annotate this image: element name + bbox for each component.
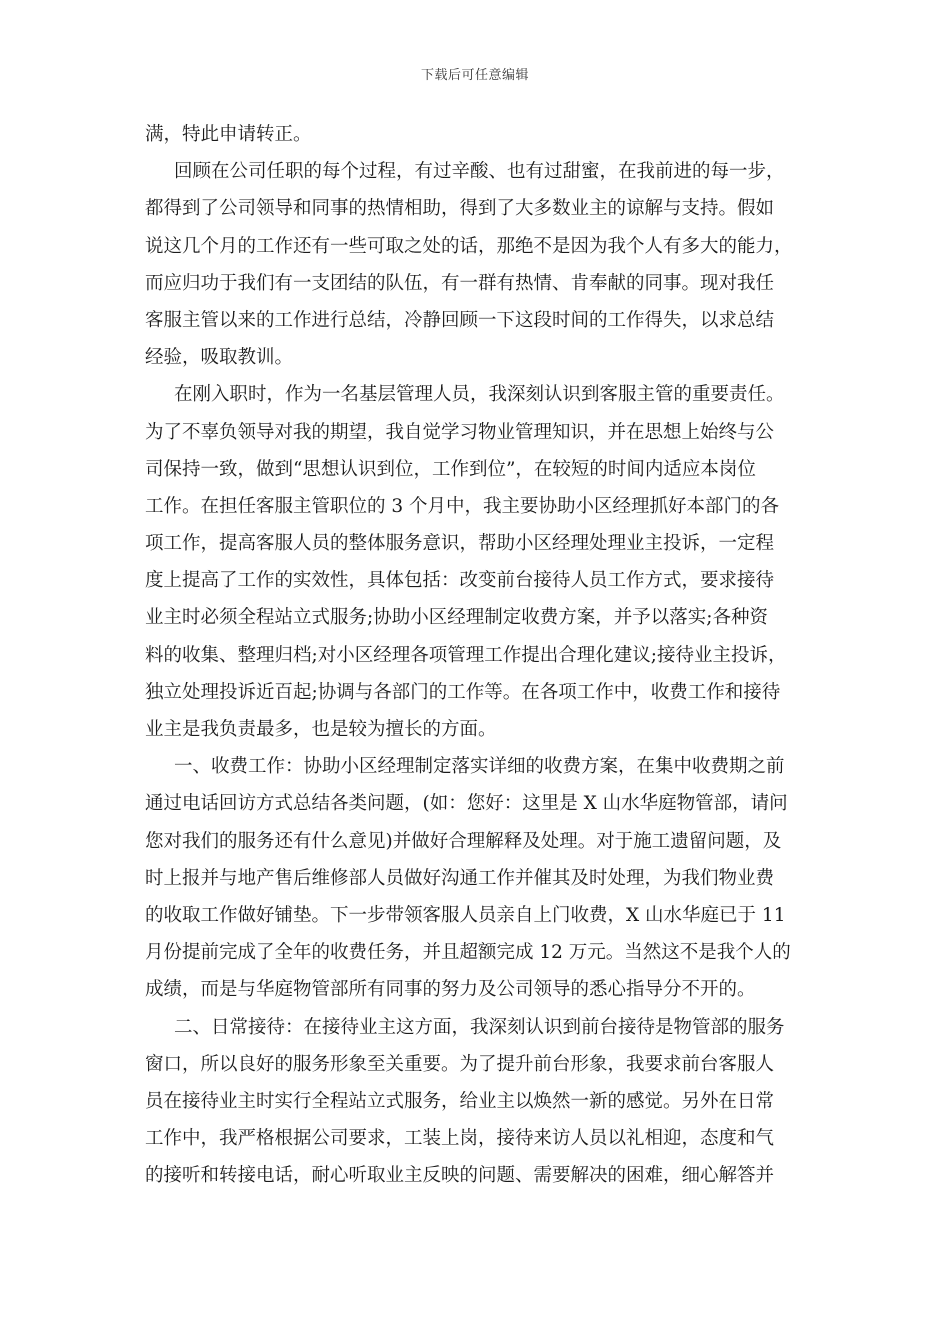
text-line: 工作。在担任客服主管职位的 3 个月中，我主要协助小区经理抓好本部门的各 bbox=[145, 495, 780, 517]
text-line: 说这几个月的工作还有一些可取之处的话，那绝不是因为我个人有多大的能力， bbox=[145, 235, 793, 257]
text-line: 时上报并与地产售后维修部人员做好沟通工作并催其及时处理，为我们物业费 bbox=[145, 867, 775, 889]
text-line: 回顾在公司任职的每个过程，有过辛酸、也有过甜蜜，在我前进的每一步， bbox=[174, 161, 785, 183]
text-line: 为了不辜负领导对我的期望，我自觉学习物业管理知识，并在思想上始终与公 bbox=[145, 421, 775, 443]
paragraph bbox=[145, 748, 820, 1008]
text-line: 经验，吸取教训。 bbox=[145, 347, 294, 369]
text-line: 业主是我负责最多，也是较为擅长的方面。 bbox=[145, 719, 497, 740]
text-line: 在刚入职时，作为一名基层管理人员，我深刻认识到客服主管的重要责任。 bbox=[174, 384, 785, 406]
text-line: 独立处理投诉近百起;协调与各部门的工作等。在各项工作中，收费工作和接待 bbox=[145, 681, 781, 703]
paragraph bbox=[145, 153, 820, 376]
paragraph bbox=[145, 376, 820, 748]
text-line: 满，特此申请转正。 bbox=[145, 124, 312, 145]
text-line: 而应归功于我们有一支团结的队伍，有一群有热情、肯奉献的同事。现对我任 bbox=[145, 272, 775, 294]
text-line: 工作中，我严格根据公司要求，工装上岗，接待来访人员以礼相迎，态度和气 bbox=[145, 1128, 775, 1150]
text-line: 都得到了公司领导和同事的热情相助，得到了大多数业主的谅解与支持。假如 bbox=[145, 198, 775, 220]
text-line: 二、日常接待：在接待业主这方面，我深刻认识到前台接待是物管部的服务 bbox=[174, 1016, 785, 1038]
text-line: 您对我们的服务还有什么意见)并做好合理解释及处理。对于施工遗留问题，及 bbox=[145, 830, 782, 852]
text-line: 的收取工作做好铺垫。下一步带领客服人员亲自上门收费，X 山水华庭已于 11 bbox=[145, 904, 786, 926]
text-line: 司保持一致，做到“思想认识到位，工作到位”，在较短的时间内适应本岗位 bbox=[145, 458, 756, 480]
paragraph bbox=[145, 1009, 820, 1195]
text-line: 员在接待业主时实行全程站立式服务，给业主以焕然一新的感觉。另外在日常 bbox=[145, 1090, 775, 1112]
text-line: 度上提高了工作的实效性，具体包括：改变前台接待人员工作方式，要求接待 bbox=[145, 570, 775, 592]
document-body bbox=[145, 116, 820, 1194]
text-line: 窗口，所以良好的服务形象至关重要。为了提升前台形象，我要求前台客服人 bbox=[145, 1053, 775, 1075]
page-header: 下载后可任意编辑 bbox=[420, 68, 529, 83]
text-line: 成绩，而是与华庭物管部所有同事的努力及公司领导的悉心指导分不开的。 bbox=[145, 979, 756, 1001]
text-line: 客服主管以来的工作进行总结，冷静回顾一下这段时间的工作得失，以求总结 bbox=[145, 309, 775, 331]
text-line: 一、收费工作：协助小区经理制定落实详细的收费方案，在集中收费期之前 bbox=[174, 756, 785, 778]
paragraph bbox=[145, 116, 820, 153]
text-line: 项工作，提高客服人员的整体服务意识，帮助小区经理处理业主投诉，一定程 bbox=[145, 533, 775, 555]
text-line: 通过电话回访方式总结各类问题，(如：您好：这里是 X 山水华庭物管部，请问 bbox=[145, 793, 788, 815]
text-line: 业主时必须全程站立式服务;协助小区经理制定收费方案，并予以落实;各种资 bbox=[145, 607, 768, 629]
text-line: 的接听和转接电话，耐心听取业主反映的问题、需要解决的困难，细心解答并 bbox=[145, 1165, 775, 1187]
text-line: 料的收集、整理归档;对小区经理各项管理工作提出合理化建议;接待业主投诉， bbox=[145, 644, 787, 666]
text-line: 月份提前完成了全年的收费任务，并且超额完成 12 万元。当然这不是我个人的 bbox=[145, 942, 791, 964]
